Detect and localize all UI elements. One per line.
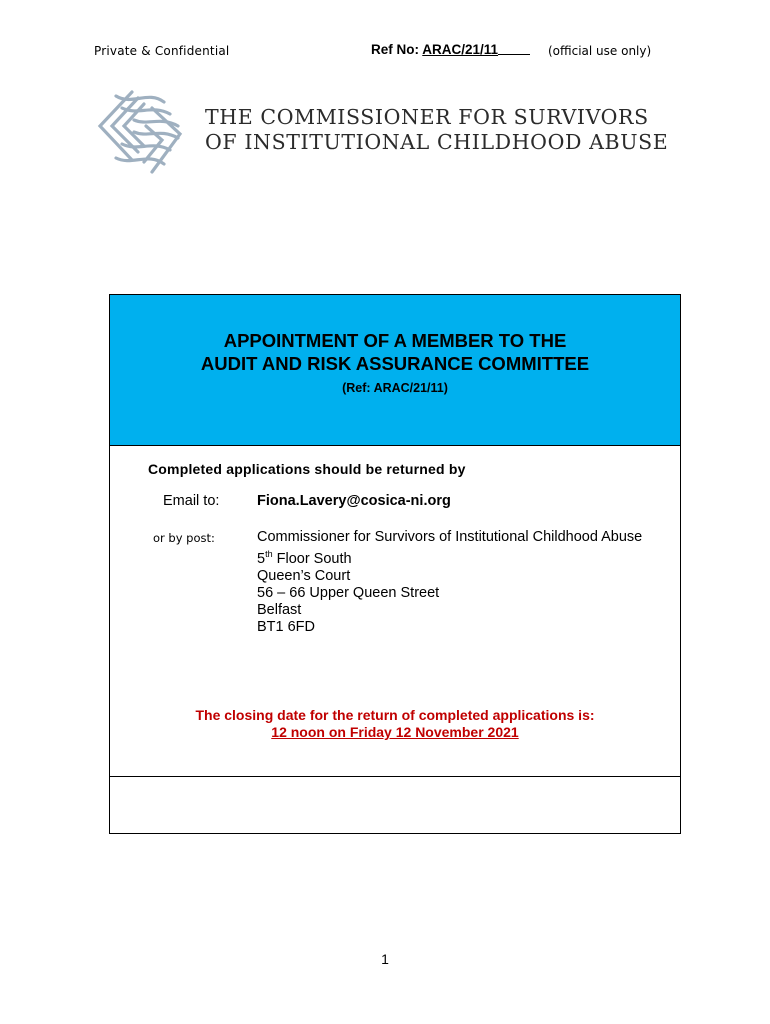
- ref-label: Ref No:: [371, 42, 419, 57]
- organisation-name: [205, 105, 668, 155]
- document-title-line1: APPOINTMENT OF A MEMBER TO THE: [223, 330, 567, 351]
- page-number: 1: [381, 951, 389, 967]
- wave-lines-logo-icon: [92, 86, 188, 178]
- official-use-note: (official use only): [548, 44, 652, 58]
- address-line: 56 – 66 Upper Queen Street: [257, 584, 440, 601]
- organisation-name-line2: OF INSTITUTIONAL CHILDHOOD ABUSE: [205, 130, 669, 154]
- postal-address: [257, 529, 642, 636]
- floor-number: 5: [257, 550, 266, 567]
- document-title-line2: AUDIT AND RISK ASSURANCE COMMITTEE: [200, 353, 590, 374]
- ref-value: ARAC/21/11: [422, 42, 499, 57]
- organisation-name-line1: THE COMMISSIONER FOR SURVIVORS: [205, 105, 649, 129]
- address-line: BT1 6FD: [257, 618, 316, 635]
- box-divider: [110, 776, 680, 777]
- address-line: Commissioner for Survivors of Institutional Childhood Abuse: [257, 529, 643, 545]
- floor-ordinal: th: [265, 549, 273, 559]
- banner-ref: (Ref: ARAC/21/11): [342, 381, 448, 395]
- confidentiality-label: Private & Confidential: [94, 44, 230, 58]
- email-label: Email to:: [163, 493, 220, 509]
- returns-heading: Completed applications should be returned by: [148, 461, 466, 477]
- address-line: [257, 546, 642, 568]
- document-title: [110, 329, 680, 375]
- ref-underline: [498, 54, 530, 55]
- address-line: Belfast: [257, 601, 302, 618]
- closing-date-text: The closing date for the return of completed applications is:: [195, 707, 595, 723]
- post-label: or by post:: [153, 531, 215, 545]
- application-box: [109, 294, 681, 834]
- address-line: Queen’s Court: [257, 567, 351, 584]
- ref-number: [371, 42, 530, 57]
- closing-date-notice: [110, 707, 680, 741]
- title-banner: [110, 295, 680, 446]
- floor-text: Floor South: [272, 550, 352, 567]
- email-address-link[interactable]: Fiona.Lavery@cosica-ni.org: [257, 493, 451, 509]
- closing-date-value: 12 noon on Friday 12 November 2021: [271, 724, 519, 740]
